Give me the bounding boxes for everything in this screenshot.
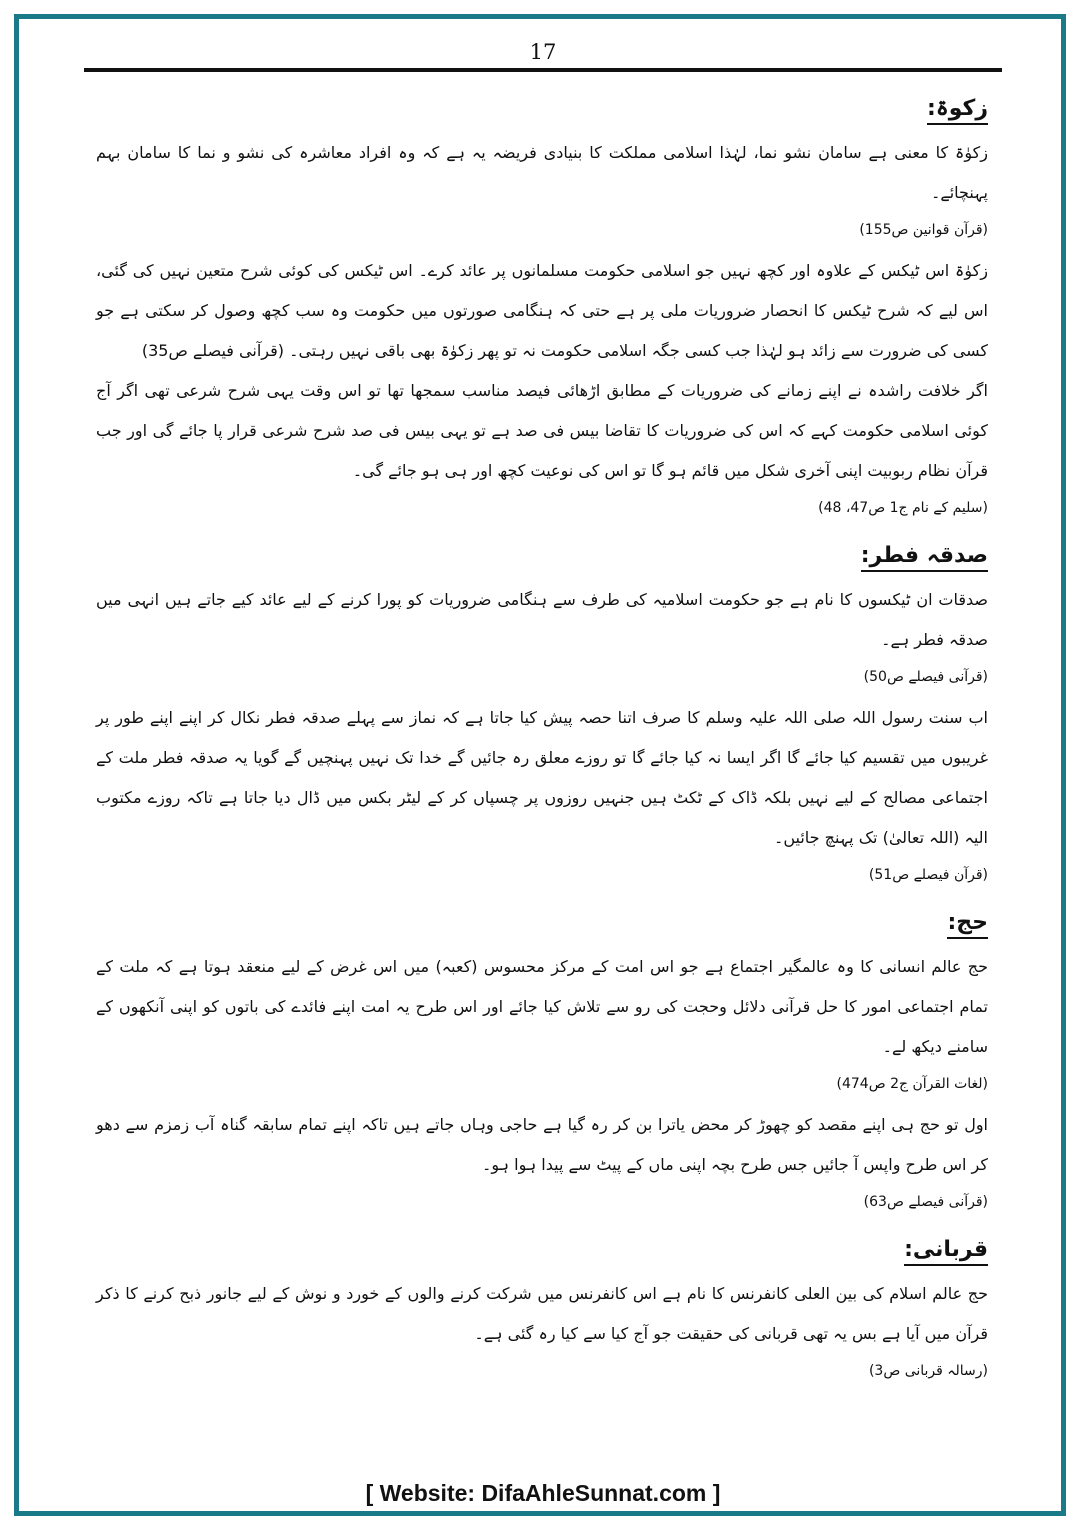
- section-heading: قربانی:: [904, 1237, 988, 1266]
- paragraph: اگر خلافت راشدہ نے اپنے زمانے کی ضروریات کے مطابق اڑھائی فیصد مناسب سمجھا تھا تو اس وقت یہی شرح شرعی تھی اگر آج کوئی اسلامی حکومت کہے کہ اس کی ضروریات کا تقاضا بیس فی صد ہے تو یہی بیس فی صد شرح شرعی قرار پا جائے گی اور جب قرآن نظام ربوبیت اپنی آخری شکل میں قائم ہو گا تو اس کی نوعیت کچھ اور ہی ہو جائے گی۔: [96, 381, 988, 480]
- reference-citation: (قرآنی فیصلے ص50): [863, 669, 988, 685]
- paragraph: اب سنت رسول اللہ صلی اللہ علیہ وسلم کا صرف اتنا حصہ پیش کیا جاتا ہے کہ نماز سے پہلے صدقہ فطر نکال کر اپنے اپنے طور پر غریبوں میں تقسیم کیا جائے گا اگر ایسا نہ کیا جائے گا تو روزے معلق رہ جائیں گے خدا تک نہیں پہنچیں گے گویا یہ صدقہ فطر ملت کے اجتماعی مصالح کے لیے نہیں بلکہ ڈاک کے ٹکٹ ہیں جنہیں روزوں پر چسپاں کر کے لیٹر بکس میں ڈال دیا جاتا ہے تاکہ روزے مکتوب الیہ (اللہ تعالیٰ) تک پہنچ جائیں۔: [96, 708, 989, 847]
- reference-citation: (قرآنی فیصلے ص63): [863, 1194, 988, 1210]
- paragraph: زکوٰۃ کا معنی ہے سامان نشو نما، لہٰذا اسلامی مملکت کا بنیادی فریضہ یہ ہے کہ وہ افراد معاشرہ کی نشو و نما کا سامان بہم پہنچائے۔: [96, 143, 988, 202]
- section-zakat: [96, 90, 988, 523]
- section-qurbani: [96, 1231, 988, 1386]
- paragraph: اول تو حج ہی اپنے مقصد کو چھوڑ کر محض یاترا بن کر رہ گیا ہے حاجی وہاں جاتے ہیں تاکہ اپنے تمام سابقہ گناہ آب زمزم سے دھو کر اس طرح واپس آ جائیں جس طرح بچہ اپنی ماں کے پیٹ سے پیدا ہوا ہو۔: [96, 1115, 988, 1174]
- section-heading: زکوۃ:: [927, 96, 988, 125]
- section-heading: صدقہ فطر:: [861, 543, 988, 572]
- paragraph: صدقات ان ٹیکسوں کا نام ہے جو حکومت اسلامیہ کی طرف سے ہنگامی ضروریات کو پورا کرنے کے لیے عائد کیے جاتے ہیں انہی میں صدقہ فطر ہے۔: [96, 590, 988, 649]
- reference-citation: (سلیم کے نام ج1 ص47، 48): [818, 500, 988, 516]
- paragraph: زکوٰۃ اس ٹیکس کے علاوہ اور کچھ نہیں جو اسلامی حکومت مسلمانوں پر عائد کرے۔ اس ٹیکس کی کوئی شرح متعین نہیں کی گئی، اس لیے کہ شرح ٹیکس کا انحصار ضروریات ملی پر ہے حتی کہ ہنگامی صورتوں میں حکومت وہ سب کچھ وصول کر سکتی ہے جو کسی کی ضرورت سے زائد ہو لہٰذا جب کسی جگہ اسلامی حکومت نہ تو پھر زکوٰۃ بھی باقی نہیں رہتی۔ (قرآنی فیصلے ص35): [96, 261, 988, 360]
- header-rule: [84, 68, 1002, 72]
- reference-citation: (قرآن فیصلے ص51): [868, 867, 988, 883]
- section-heading: حج:: [947, 910, 988, 939]
- reference-citation: (لغات القرآن ج2 ص474): [836, 1076, 988, 1092]
- section-hajj: [96, 904, 988, 1217]
- reference-citation: (رسالہ قربانی ص3): [868, 1363, 988, 1379]
- document-body: [96, 90, 988, 1400]
- website-footer: [ Website: DifaAhleSunnat.com ]: [365, 1480, 721, 1506]
- section-sadqa-fitr: [96, 537, 988, 890]
- page-number: 17: [529, 40, 557, 64]
- paragraph: حج عالم انسانی کا وہ عالمگیر اجتماع ہے جو اس امت کے مرکز محسوس (کعبہ) میں اس غرض کے لیے منعقد ہوتا ہے کہ ملت کے تمام اجتماعی امور کا حل قرآنی دلائل وحجت کی رو سے تلاش کیا جائے اور اس طرح یہ امت اپنے فائدے کی باتوں کو اپنی آنکھوں کے سامنے دیکھ لے۔: [96, 957, 988, 1056]
- reference-citation: (قرآن قوانین ص155): [859, 222, 988, 238]
- paragraph: حج عالم اسلام کی بین العلی کانفرنس کا نام ہے اس کانفرنس میں شرکت کرنے والوں کے خورد و نوش کے لیے جانور ذبح کرنے کا ذکر قرآن میں آیا ہے بس یہ تھی قربانی کی حقیقت جو آج کیا سے کیا رہ گئی ہے۔: [96, 1284, 988, 1343]
